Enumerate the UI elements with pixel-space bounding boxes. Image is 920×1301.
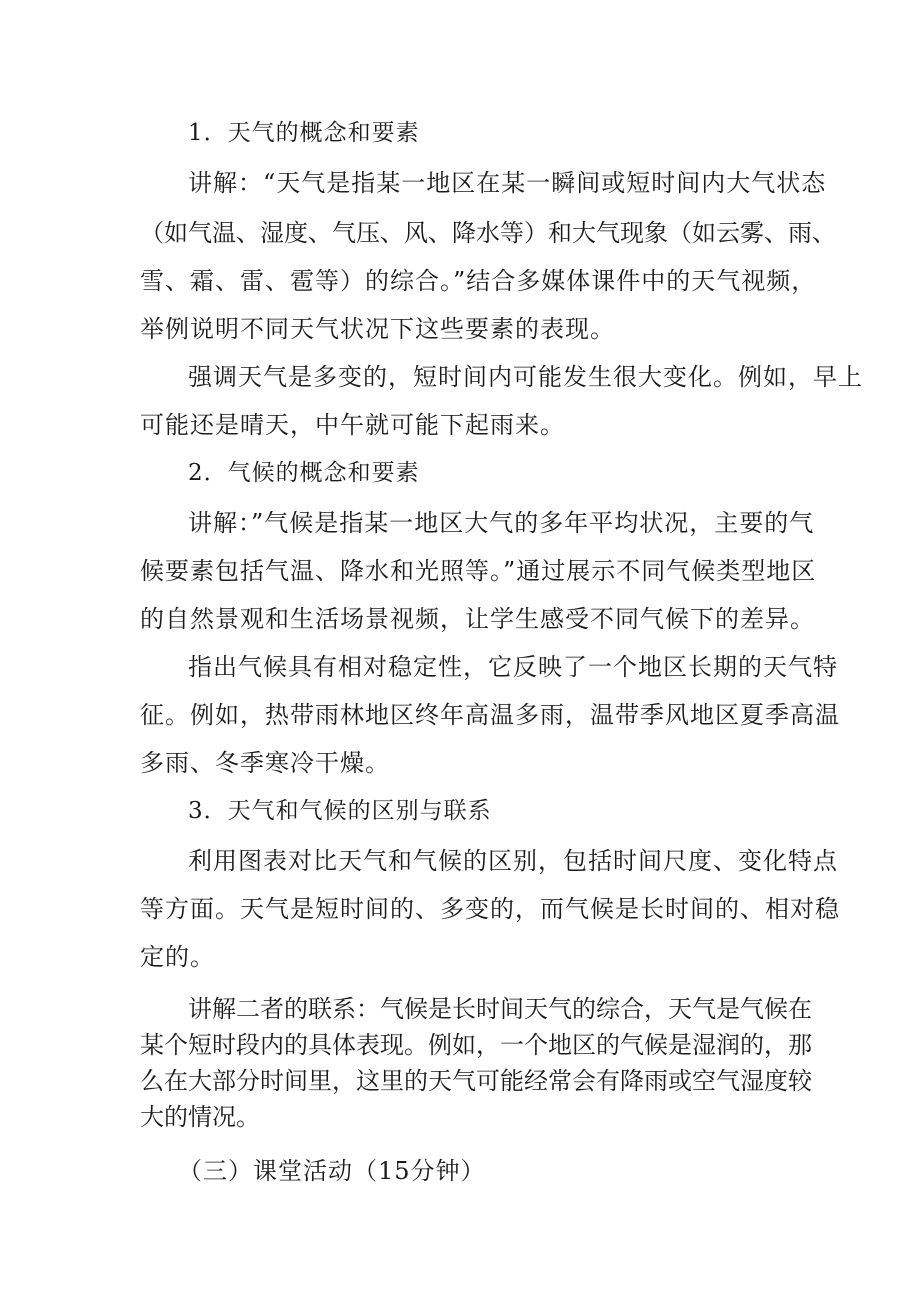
heading-climate-concept: 2．气候的概念和要素	[188, 460, 420, 486]
paragraph-line: 大的情况。	[140, 1103, 260, 1131]
paragraph-line: 可能还是晴天，中午就可能下起雨来。	[140, 411, 565, 439]
paragraph-line: 指出气候具有相对稳定性，它反映了一个地区长期的天气特	[188, 653, 838, 681]
paragraph-line: 候要素包括气温、降水和光照等。”通过展示不同气候类型地区	[140, 557, 817, 585]
paragraph-line: 多雨、冬季寒冷干燥。	[140, 749, 390, 777]
heading-weather-climate-difference: 3．天气和气候的区别与联系	[188, 798, 492, 824]
heading-weather-concept: 1．天气的概念和要素	[188, 120, 420, 146]
paragraph-line: 征。例如，热带雨林地区终年高温多雨，温带季风地区夏季高温	[140, 701, 840, 729]
paragraph-line: 么在大部分时间里，这里的天气可能经常会有降雨或空气湿度较	[140, 1067, 812, 1095]
paragraph-line: 的自然景观和生活场景视频，让学生感受不同气候下的差异。	[140, 605, 815, 633]
paragraph-line: 等方面。天气是短时间的、多变的，而气候是长时间的、相对稳	[140, 895, 840, 923]
paragraph-line: 某个短时段内的具体表现。例如，一个地区的气候是湿润的，那	[140, 1031, 812, 1059]
paragraph-line: 定的。	[140, 943, 215, 971]
paragraph-line: 讲解：“天气是指某一地区在某一瞬间或短时间内大气状态	[188, 169, 827, 197]
paragraph-line: 讲解二者的联系：气候是长时间天气的综合，天气是气候在	[188, 995, 812, 1023]
paragraph-line: 雪、霜、雷、雹等）的综合。”结合多媒体课件中的天气视频，	[140, 267, 817, 295]
paragraph-line: 举例说明不同天气状况下这些要素的表现。	[140, 315, 615, 343]
section-heading-class-activity: （三）课堂活动（15分钟）	[178, 1157, 486, 1185]
paragraph-line: 强调天气是多变的，短时间内可能发生很大变化。例如，早上	[188, 363, 863, 391]
paragraph-line: 讲解：”气候是指某一地区大气的多年平均状况，主要的气	[188, 509, 815, 537]
paragraph-line: （如气温、湿度、气压、风、降水等）和大气现象（如云雾、雨、	[140, 219, 836, 247]
paragraph-line: 利用图表对比天气和气候的区别，包括时间尺度、变化特点	[188, 847, 838, 875]
